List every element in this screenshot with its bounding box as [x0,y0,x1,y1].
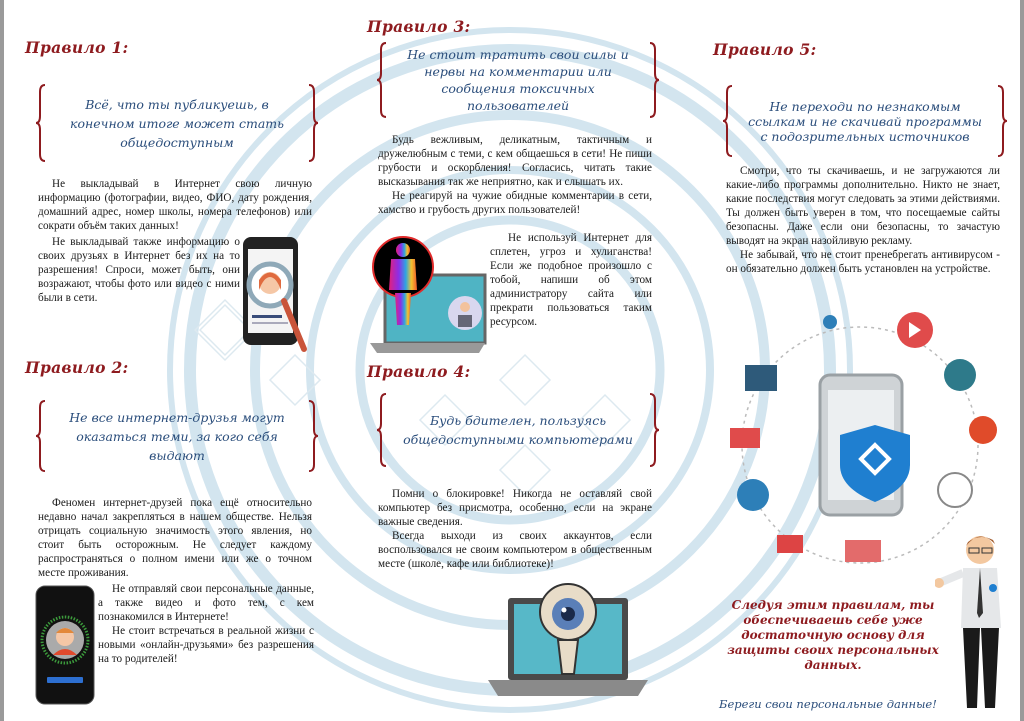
rule-1-body-b [38,235,240,305]
paragraph: Не забывай, что не стоит пренебрегать антивирусом - он обязательно должен быть установлен на устройстве. [726,249,1000,275]
rule-2-quote-text: Не все интернет-друзья могут оказаться теми, за кого себя выдают [69,409,285,463]
right-brace-icon [997,85,1007,157]
paragraph: Феномен интернет-друзей пока ещё относительно недавно начал закрепляться в нашем обществе. Нельзя отрицать социальную значимость этого явления, но стоит быть осторожным. Не следует каждому распространяться о полном имени или же о точном месте проживания. [38,497,312,579]
footer-slogan: Береги свои персональные данные! [719,697,937,711]
rule-4-quote-text: Будь бдителен, пользуясь общедоступными компьютерами [403,413,633,447]
right-brace-icon [308,84,318,162]
paragraph: Не выкладывай также информацию о своих друзьях в Интернет без их на то разрешения! Спроси, может быть, они возражают, чтобы фото или видео с ними были в сети. [38,236,240,304]
rule-4-quote [377,393,659,467]
eye-laptop-illustration [488,580,648,700]
paragraph: Не реагируй на чужие обидные комментарии в сети, хамство и грубость других пользователей! [378,190,652,216]
left-brace-icon [377,42,387,118]
paragraph: Будь вежливым, деликатным, тактичным и дружелюбным с теми, с кем общаешься в сети! Не пиши грубости и оскорбления! Согласись, читать такие высказывания так же неприятно, как и слышать их. [378,134,652,188]
rule-1-quote-text: Всё, что ты публикуешь, в конечном итоге может стать общедоступным [70,96,284,150]
face-id-phone-illustration [35,585,97,707]
rule-5-quote-text: Не переходи по незнакомым ссылкам и не скачивай программы с подозрительных источников [748,98,982,144]
paragraph: Не отправляй свои персональные данные, а также видео и фото тем, с кем познакомился в Интернете! [98,583,314,623]
paragraph: Не стоит встречаться в реальной жизни с новыми «онлайн-друзьями» без разрешения на то родителей! [98,625,314,665]
paragraph: Смотри, что ты скачиваешь, и не загружаются ли какие-либо программы дополнительно. Никто не знает, какие последствия могут следовать за этими действиями. Ты должен быть уверен в том, что посещаемые сайты безопасны. Даже если они безопасны, то зачастую выводят на экран назойливую рекламу. [726,165,1000,247]
rule-2-body-a [38,496,312,580]
rule-2-quote [36,400,318,472]
left-brace-icon [36,84,46,162]
rule-5-body [726,164,1000,276]
rule-3-title: Правило 3: [367,17,471,36]
rule-5-quote [723,85,1007,157]
rule-3-body-a [378,133,652,217]
paragraph: Всегда выходи из своих аккаунтов, если воспользовался не своим компьютером в общественным месте (школе, кафе или библиотеке)! [378,530,652,570]
right-brace-icon [649,42,659,118]
rule-2-title: Правило 2: [25,358,129,377]
left-brace-icon [36,400,46,472]
rule-2-body-b [98,582,314,666]
rule-3-quote [377,42,659,118]
rule-4-body [378,487,652,571]
paragraph: Не выкладывай в Интернет свою личную информацию (фотографии, видео, ФИО, дату рождения, домашний адрес, номер школы, номера телефонов) или сократи объём таких данных! [38,178,312,232]
rule-3-body-b [490,231,652,329]
rule-1-body-a [38,177,312,233]
closing-statement: Следуя этим правилам, ты обеспечиваешь себе уже достаточную основу для защиты своих персональных данных. [727,598,939,672]
phone-magnifier-illustration [240,235,315,353]
rule-3-quote-text: Не стоит тратить свои силы и нервы на комментарии или сообщения токсичных пользователей [407,47,629,113]
rule-1-quote [36,84,318,162]
rule-1-title: Правило 1: [25,38,129,57]
right-brace-icon [649,393,659,467]
paragraph: Не используй Интернет для сплетен, угроз и хулиганства! Если же подобное произошло с тобой, напиши об этом администратору сайта или прекрати пользоваться таким ресурсом. [490,232,652,328]
right-brace-icon [308,400,318,472]
toxic-user-laptop-illustration [365,235,490,355]
left-brace-icon [723,85,733,157]
rule-4-title: Правило 4: [367,362,471,381]
left-brace-icon [377,393,387,467]
paragraph: Помни о блокировке! Никогда не оставляй свой компьютер без присмотра, особенно, если на экране важные сведения. [378,488,652,528]
rule-5-title: Правило 5: [713,40,817,59]
